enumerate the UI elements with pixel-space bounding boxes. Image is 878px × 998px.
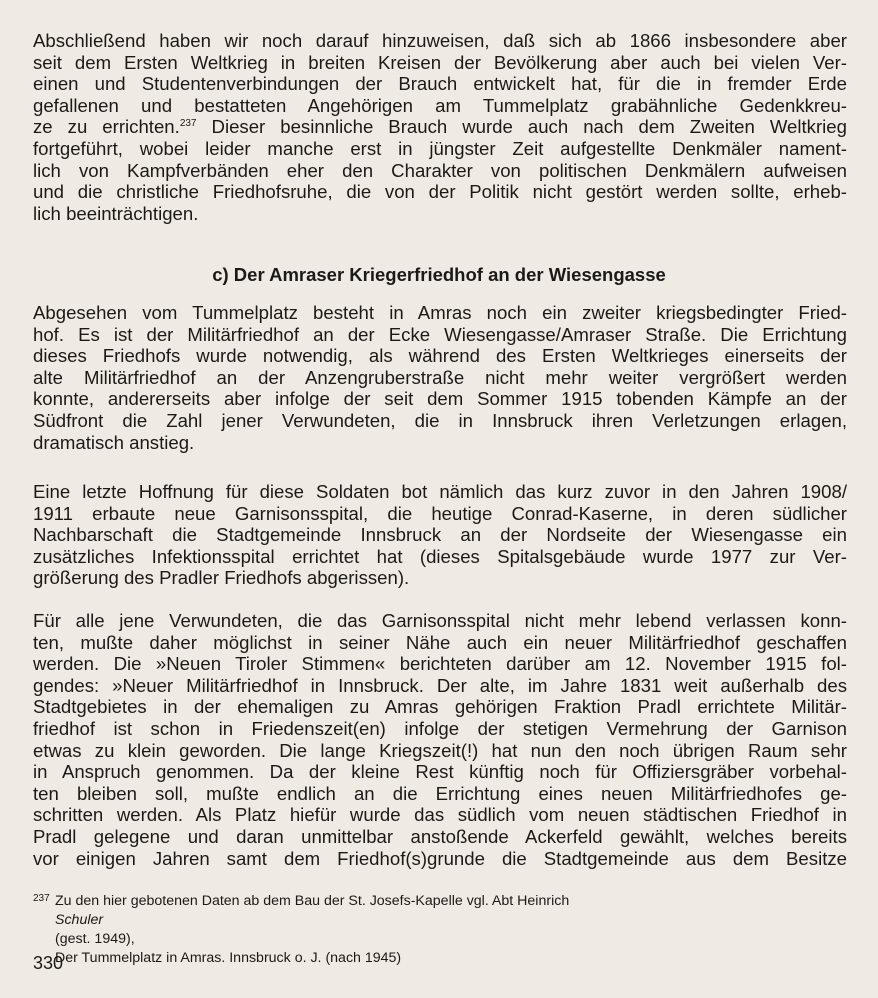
text-line: ze zu errichten.$^{237}$ Dieser besinnliche Brauch wurde auch nach dem Zweiten Weltkrieg <box>33 116 847 138</box>
text-line: etwas zu klein geworden. Die lange Kriegszeit(!) hat nun den noch übrigen Raum sehr <box>33 739 847 761</box>
footnote <box>33 892 853 968</box>
text-line: schritten werden. Als Platz hiefür wurde das südlich vom neuen städtischen Friedhof in <box>33 804 847 826</box>
footnote-reference[interactable]: 237 <box>179 118 197 130</box>
text-line: größerung des Pradler Friedhofs abgerissen). <box>33 567 410 589</box>
text-line: fortgeführt, wobei leider manche erst in jüngster Zeit aufgestellte Denkmäler nament- <box>33 137 847 159</box>
paragraph-2 <box>33 302 847 453</box>
text-line: Abschließend haben wir noch darauf hinzuweisen, daß sich ab 1866 insbesondere aber <box>33 30 847 51</box>
footnote-number: 237 <box>33 893 50 904</box>
text-line: Eine letzte Hoffnung für diese Soldaten bot nämlich das kurz zuvor in den Jahren 1908/ <box>33 481 847 502</box>
text-line: konnte, andererseits aber infolge der seit dem Sommer 1915 tobenden Kämpfe an der <box>33 388 847 410</box>
text-line: alte Militärfriedhof an der Anzengruberstraße nicht mehr weiter vergrößert werden <box>33 366 847 388</box>
text-line: dramatisch anstieg. <box>33 431 195 453</box>
page-number: 330 <box>33 953 64 973</box>
paragraph-4 <box>33 610 847 869</box>
paragraph-3 <box>33 481 847 589</box>
section-heading: c) Der Amraser Kriegerfriedhof an der Wiesengasse <box>212 264 666 285</box>
text-line: gefallenen und bestatteten Angehörigen am Tummelplatz grabähnliche Gedenkkreu- <box>33 94 847 116</box>
text-line: Nachbarschaft die Stadtgemeinde Innsbruck an der Nordseite der Wiesengasse ein <box>33 524 847 546</box>
text-line: in Anspruch genommen. Da der kleine Rest künftig noch für Offiziersgräber vorbehal- <box>33 761 847 783</box>
text-line: Pradl gelegene und daran unmittelbar anstoßende Ackerfeld gewählt, welches bereits <box>33 825 847 847</box>
text-line: vor einigen Jahren samt dem Friedhof(s)grunde die Stadtgemeinde aus dem Besitze <box>33 847 847 869</box>
text-line: friedhof ist schon in Friedenszeit(en) infolge der stetigen Vermehrung der Garnison <box>33 717 847 739</box>
text-line: Stadtgebietes in der ehemaligen zu Amras gehörigen Fraktion Pradl errichtete Militär- <box>33 696 847 718</box>
text-line: gendes: »Neuer Militärfriedhof in Innsbruck. Der alte, im Jahre 1831 weit außerhalb des <box>33 674 847 696</box>
footnote-line: Zu den hier gebotenen Daten ab dem Bau der St. Josefs-Kapelle vgl. Abt Heinrich Schuler (gest. 1949), <box>55 893 570 947</box>
text-line: ten bleiben soll, mußte endlich an die Errichtung eines neuen Militärfriedhofes ge- <box>33 782 847 804</box>
paragraph-1 <box>33 30 847 224</box>
text-line: seit dem Ersten Weltkrieg in breiten Kreisen der Bevölkerung aber auch bei vielen Ver- <box>33 51 847 73</box>
text-line: zusätzliches Infektionsspital errichtet hat (dieses Spitalsgebäude wurde 1977 zur Ver- <box>33 545 847 567</box>
footnote-text <box>33 892 853 968</box>
footnote-line: Der Tummelplatz in Amras. Innsbruck o. J. (nach 1945) <box>55 950 402 966</box>
text-line: dieses Friedhofs wurde notwendig, als während des Ersten Weltkrieges einerseits der <box>33 345 847 367</box>
text-line: Südfront die Zahl jener Verwundeten, die in Innsbruck ihren Verletzungen erlagen, <box>33 409 847 431</box>
text-line: und die christliche Friedhofsruhe, die von der Politik nicht gestört werden sollte, erheb- <box>33 181 847 203</box>
text-line: 1911 erbaute neue Garnisonsspital, die heutige Conrad-Kaserne, in deren südlicher <box>33 502 847 524</box>
text-line: lich von Kampfverbänden eher den Charakter von politischen Denkmälern aufweisen <box>33 159 847 181</box>
text-line: lich beeinträchtigen. <box>33 202 199 224</box>
text-line: einen und Studentenverbindungen der Brauch entwickelt hat, für die in fremder Erde <box>33 73 847 95</box>
text-line: ten, mußte daher möglichst in seiner Nähe auch ein neuer Militärfriedhof geschaffen <box>33 631 847 653</box>
text-line: Abgesehen vom Tummelplatz besteht in Amras noch ein zweiter kriegsbedingter Fried- <box>33 302 847 323</box>
text-line: Für alle jene Verwundeten, die das Garnisonsspital nicht mehr lebend verlassen konn- <box>33 610 847 631</box>
text-line: hof. Es ist der Militärfriedhof an der Ecke Wiesengasse/Amraser Straße. Die Errichtung <box>33 323 847 345</box>
text-line: werden. Die »Neuen Tiroler Stimmen« berichteten darüber am 12. November 1915 fol- <box>33 653 847 675</box>
